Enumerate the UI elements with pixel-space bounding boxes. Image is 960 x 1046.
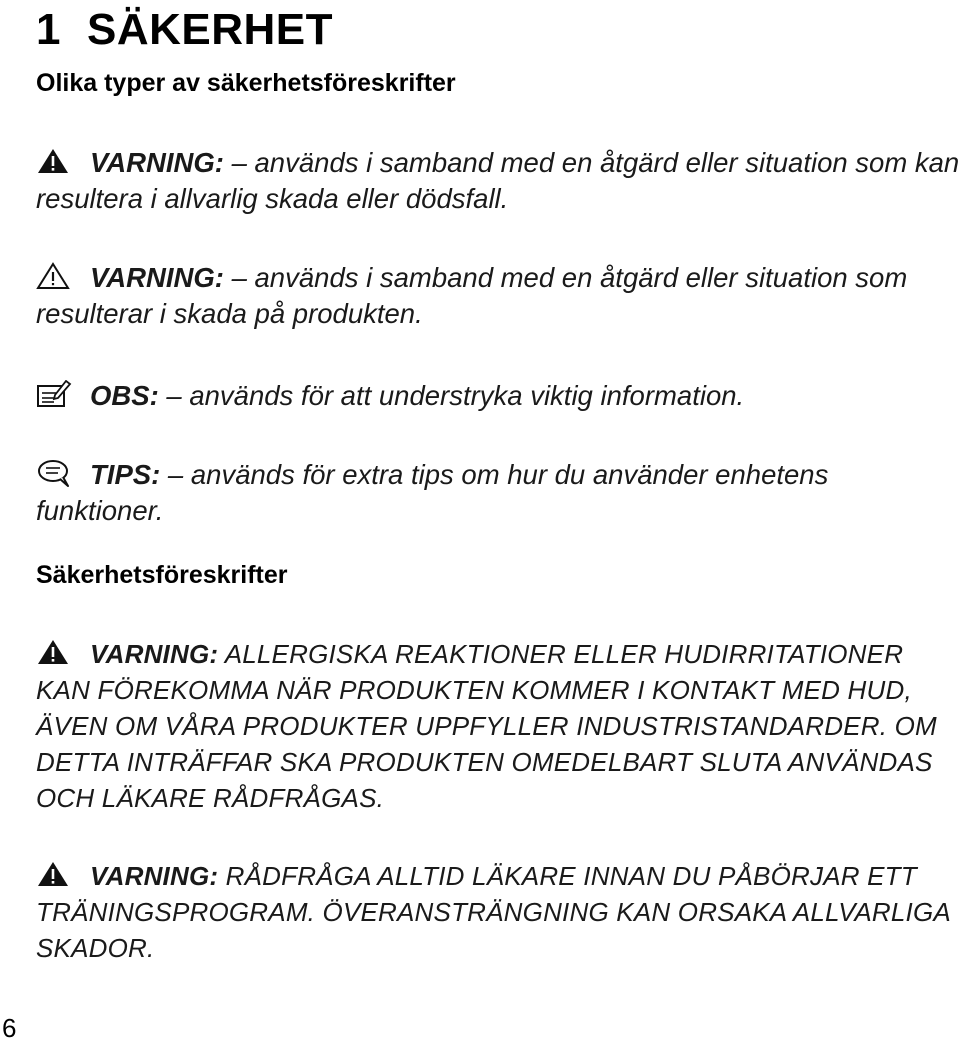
- warning-filled-icon: [36, 860, 78, 888]
- notice-label: OBS:: [90, 380, 159, 411]
- chapter-title: [36, 4, 333, 56]
- chapter-number: 1: [36, 5, 61, 54]
- notice-text: – används för att understryka viktig information.: [158, 380, 745, 411]
- notice-text: – används i samband med en åtgärd eller situation som kan resultera i allvarlig skada eller dödsfall.: [36, 147, 960, 214]
- notice-warning-training: [36, 858, 960, 966]
- notice-label: VARNING:: [90, 639, 219, 669]
- notice-text: ALLERGISKA REAKTIONER ELLER HUDIRRITATIONER KAN FÖREKOMMA NÄR PRODUKTEN KOMMER I KONTAKT MED HUD, ÄVEN OM VÅRA PRODUKTER UPPFYLLER INDUSTRISTANDARDER. OM DETTA INTRÄFFAR SKA PRODUKTEN OMEDELBART SLUTA ANVÄNDAS OCH LÄKARE RÅDFRÅGAS.: [36, 639, 937, 813]
- notice-text: RÅDFRÅGA ALLTID LÄKARE INNAN DU PÅBÖRJAR ETT TRÄNINGSPROGRAM. ÖVERANSTRÄNGNING KAN ORSAKA ALLVARLIGA SKADOR.: [36, 861, 950, 963]
- speech-bubble-icon: [36, 459, 78, 487]
- note-pencil-icon: [36, 380, 78, 408]
- warning-filled-icon: [36, 638, 78, 666]
- notice-label: VARNING:: [90, 147, 224, 178]
- notice-text: – används för extra tips om hur du använder enhetens funktioner.: [36, 459, 829, 526]
- notice-tips: [36, 457, 960, 529]
- chapter-title-text: SÄKERHET: [86, 5, 334, 54]
- warning-filled-icon: [36, 147, 78, 175]
- notice-warning-allergy: [36, 636, 960, 816]
- notice-warning-product: [36, 260, 960, 332]
- notice-label: VARNING:: [90, 861, 219, 891]
- section-heading-safety: Säkerhetsföreskrifter: [36, 561, 288, 589]
- notice-text: – används i samband med en åtgärd eller situation som resulterar i skada på produkten.: [36, 262, 908, 329]
- warning-outline-icon: [36, 262, 78, 290]
- notice-warning-serious: [36, 145, 960, 217]
- section-heading-types: Olika typer av säkerhetsföreskrifter: [36, 69, 456, 97]
- notice-label: VARNING:: [90, 262, 224, 293]
- page-number: 6: [2, 1013, 17, 1043]
- notice-obs: [36, 378, 960, 414]
- notice-label: TIPS:: [90, 459, 161, 490]
